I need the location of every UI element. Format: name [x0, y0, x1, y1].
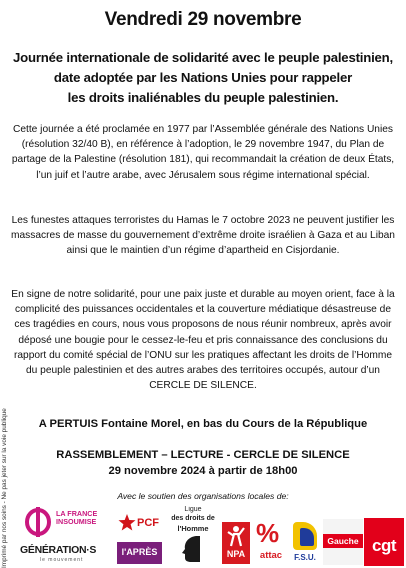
headline-line-3: les droits inaliénables du peuple palestinien.: [67, 90, 339, 105]
gauche-logo: [323, 519, 363, 565]
pcf-label: PCF: [137, 517, 159, 529]
printer-note-text: Imprimé par nos soins - Ne pas jeter sur la voie publique: [1, 408, 8, 568]
headline-line-2: date adoptée par les Nations Unies pour rappeler: [53, 70, 353, 85]
support-caption: Avec le soutien des organisations locales de:: [117, 491, 289, 501]
npa-label: NPA: [226, 549, 246, 559]
generations-logo: [20, 543, 112, 565]
ldh-label-bottom: l'Homme: [177, 524, 209, 533]
paragraph-history: Cette journée a été proclamée en 1977 par l’Assemblée générale des Nations Unies (résolution 32/40 B), en référence à l’adoption, le 29 novembre 1947, du Plan de partage de la Palestine (résolution 181), qui recommandait la création de deux États, l’un juif et l’autre arabe, avec Jérusalem sous régime international spécial.: [11, 124, 395, 181]
pcf-logo: [118, 512, 164, 536]
lfi-label: LA FRANCE INSOUMISE: [56, 509, 98, 526]
paragraph-solidarity-body: En signe de notre solidarité, pour une paix juste et durable au moyen orient, face à la complicité des puissances occidentales et la couverture médiatique désastreuse de ces tragédies en cours, nous vous proposons de nous réunir nombreux, après avoir déposé une bougie pour le cessez-le-feu et pris connaissance des conclusions du rapport du comité spécial de l’ONU sur les pratiques affectant les droits de l’Homme du peuple palestinien et des autres arabes des territoires occupés, autour d’un: [11, 289, 395, 377]
attac-label: attac: [259, 550, 283, 561]
apres-logo: [117, 542, 162, 564]
paragraph-solidarity-end: CERCLE DE SILENCE.: [149, 380, 257, 392]
fsu-label: F.S.U.: [294, 553, 316, 562]
paragraph-attacks: Les funestes attaques terroristes du Hamas le 7 octobre 2023 ne peuvent justifier les massacres de masse du gouvernement d’extrême droite israélien à Gaza et au Liban ainsi que le maintien d’un régime d’apartheid en Cisjordanie.: [11, 215, 395, 257]
ldh-label-mid: des droits de: [171, 515, 215, 522]
npa-figure-icon: [222, 524, 250, 548]
headline-line-1: Journée internationale de solidarité avec le peuple palestinien,: [12, 50, 394, 65]
ldh-label-top: Ligue: [184, 506, 202, 513]
event-details: [0, 447, 406, 479]
lfi-logo: [24, 506, 108, 538]
fsu-logo: [288, 522, 322, 566]
npa-logo: [222, 522, 250, 564]
gauche-label: Gauche: [327, 536, 359, 546]
generations-label: GÉNÉRATION·S: [20, 544, 97, 556]
star-icon: [118, 513, 136, 533]
event-datetime: 29 novembre 2024 à partir de 18h00: [108, 465, 298, 477]
ldh-profile-icon: [166, 534, 220, 564]
generations-sub: le mouvement: [40, 557, 84, 563]
page-date: Vendredi 29 novembre: [104, 9, 302, 30]
event-location: A PERTUIS Fontaine Morel, en bas du Cours de la République: [38, 418, 368, 430]
paragraph-solidarity: [10, 287, 396, 393]
apres-label: l'APRÈS: [121, 547, 158, 557]
cgt-label: cgt: [372, 536, 396, 555]
ldh-logo: [166, 506, 220, 564]
event-title: RASSEMBLEMENT – LECTURE - CERCLE DE SILENCE: [56, 449, 350, 461]
cgt-logo: [364, 518, 404, 566]
attac-logo: [254, 520, 288, 564]
headline: [8, 48, 398, 108]
percent-icon: %: [256, 520, 280, 548]
